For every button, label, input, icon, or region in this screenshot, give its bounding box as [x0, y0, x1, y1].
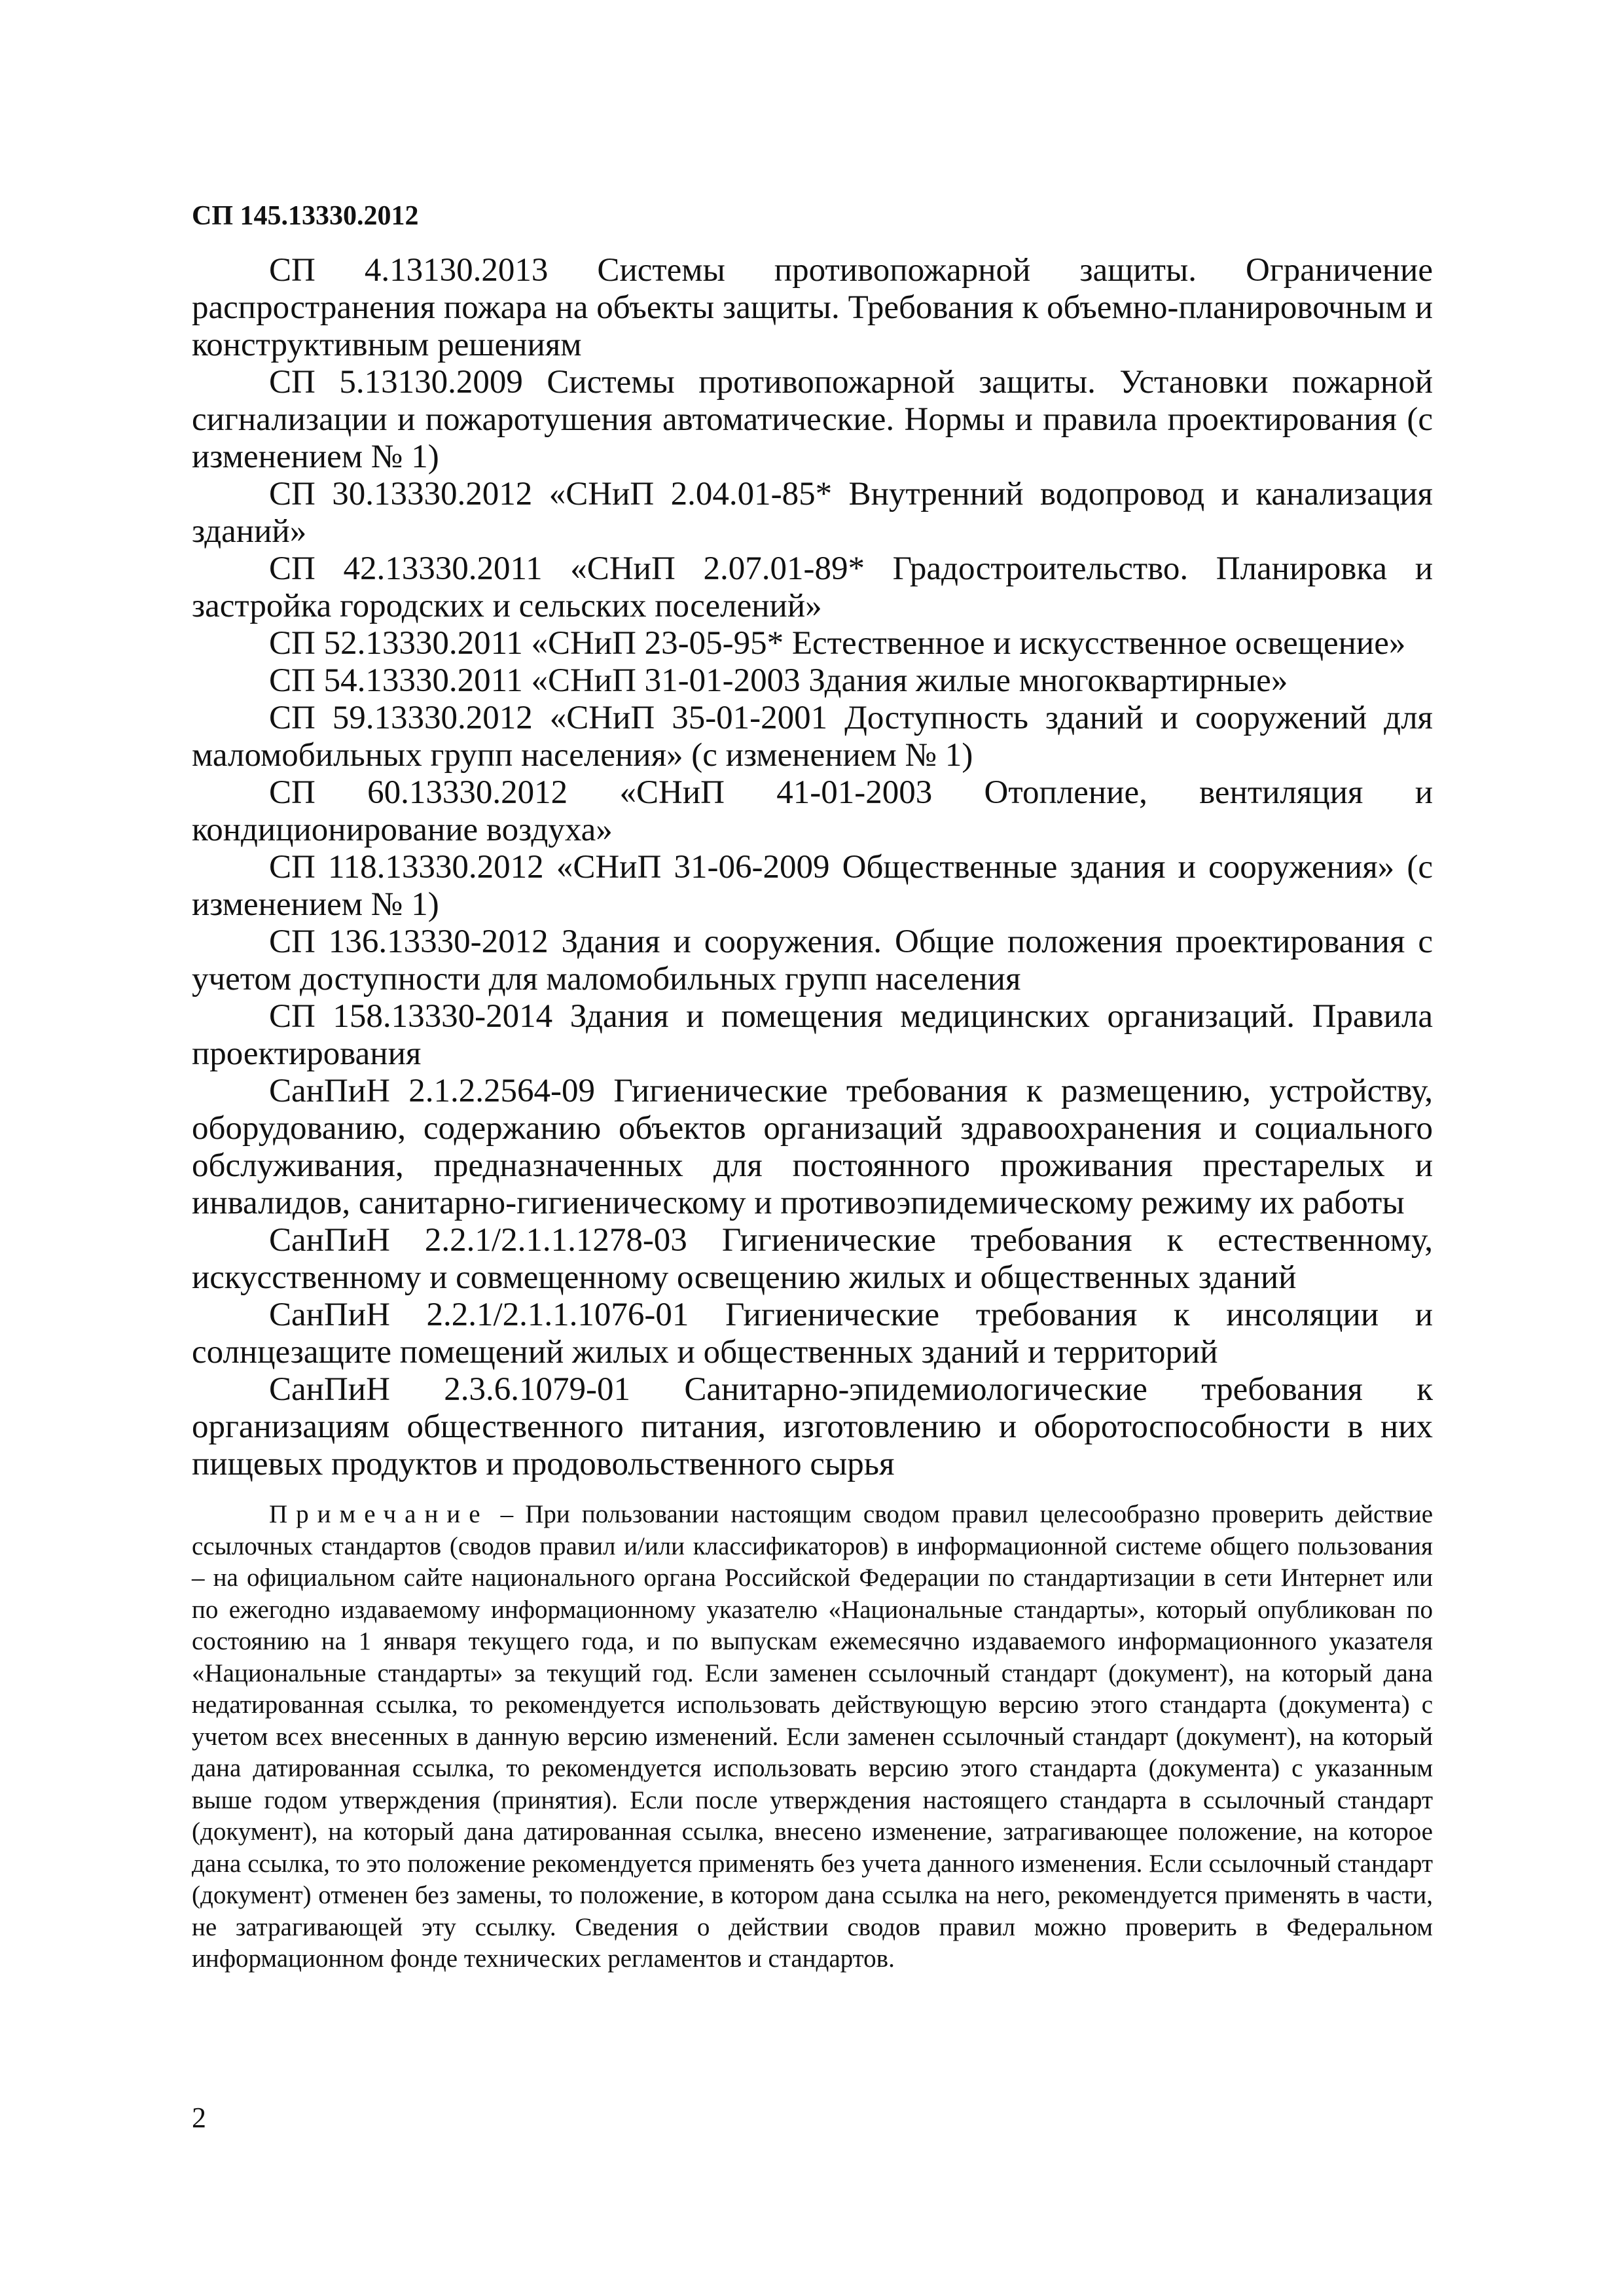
reference-item: СанПиН 2.2.1/2.1.1.1278-03 Гигиенические требования к естественному, искусственному и совмещенному освещению жилых и общественных зданий: [192, 1222, 1433, 1296]
note-paragraph: [192, 1499, 1433, 1975]
reference-item: СанПиН 2.2.1/2.1.1.1076-01 Гигиенические требования к инсоляции и солнцезащите помещений жилых и общественных зданий и территорий: [192, 1297, 1433, 1371]
reference-item: СП 136.13330-2012 Здания и сооружения. Общие положения проектирования с учетом доступности для маломобильных групп населения: [192, 924, 1433, 997]
reference-item: СП 59.13330.2012 «СНиП 35-01-2001 Доступность зданий и сооружений для маломобильных групп населения» (с изменением № 1): [192, 700, 1433, 774]
note-label: Примечание: [269, 1500, 489, 1528]
reference-item: СП 118.13330.2012 «СНиП 31-06-2009 Общественные здания и сооружения» (с изменением № 1): [192, 849, 1433, 923]
document-code-header: СП 145.13330.2012: [192, 201, 419, 231]
reference-item: СП 52.13330.2011 «СНиП 23-05-95* Естественное и искусственное освещение»: [269, 625, 1406, 662]
reference-item: СанПиН 2.1.2.2564-09 Гигиенические требования к размещению, устройству, оборудованию, содержанию объектов организаций здравоохранения и социального обслуживания, предназначенных для постоянного проживания престарелых и инвалидов, санитарно-гигиеническому и противоэпидемическому режиму их работы: [192, 1073, 1433, 1221]
reference-item: СП 30.13330.2012 «СНиП 2.04.01-85* Внутренний водопровод и канализация зданий»: [192, 476, 1433, 550]
reference-item: СанПиН 2.3.6.1079-01 Санитарно-эпидемиологические требования к организациям общественного питания, изготовлению и оборотоспособности в них пищевых продуктов и продовольственного сырья: [192, 1371, 1433, 1482]
reference-item: СП 158.13330-2014 Здания и помещения медицинских организаций. Правила проектирования: [192, 998, 1433, 1072]
note-text: – При пользовании настоящим сводом правил целесообразно проверить действие ссылочных стандартов (сводов правил и/или классификаторов) в информационной системе общего пользования – на официальном сайте национального органа Российской Федерации по стандартизации в сети Интернет или по ежегодно издаваемому информационному указателю «Национальные стандарты», который опубликован по состоянию на 1 января текущего года, и по выпускам ежемесячно издаваемого информационного указателя «Национальные стандарты» за текущий год. Если заменен ссылочный стандарт (документ), на который дана недатированная ссылка, то рекомендуется использовать действующую версию этого стандарта (документа) с учетом всех внесенных в данную версию изменений. Если заменен ссылочный стандарт (документ), на который дана датированная ссылка, то рекомендуется использовать версию этого стандарта (документа) с указанным выше годом утверждения (принятия). Если после утверждения настоящего стандарта в ссылочный стандарт (документ), на который дана датированная ссылка, внесено изменение, затрагивающее положение, на которое дана ссылка, то это положение рекомендуется применять без учета данного изменения. Если ссылочный стандарт (документ) отменен без замены, то положение, в котором дана ссылка на него, рекомендуется применять в части, не затрагивающей эту ссылку. Сведения о действии сводов правил можно проверить в Федеральном информационном фонде технических регламентов и стандартов.: [192, 1500, 1433, 1973]
reference-item: СП 60.13330.2012 «СНиП 41-01-2003 Отопление, вентиляция и кондиционирование воздуха»: [192, 774, 1433, 848]
reference-item: СП 4.13130.2013 Системы противопожарной защиты. Ограничение распространения пожара на объекты защиты. Требования к объемно-планировочным и конструктивным решениям: [192, 252, 1433, 363]
reference-item: СП 5.13130.2009 Системы противопожарной защиты. Установки пожарной сигнализации и пожаротушения автоматические. Нормы и правила проектирования (с изменением № 1): [192, 364, 1433, 475]
reference-item: СП 42.13330.2011 «СНиП 2.07.01-89* Градостроительство. Планировка и застройка городских и сельских поселений»: [192, 550, 1433, 624]
page-number: 2: [192, 2102, 206, 2134]
reference-item: СП 54.13330.2011 «СНиП 31-01-2003 Здания жилые многоквартирные»: [269, 662, 1288, 699]
normative-references-list: [192, 252, 1433, 1483]
